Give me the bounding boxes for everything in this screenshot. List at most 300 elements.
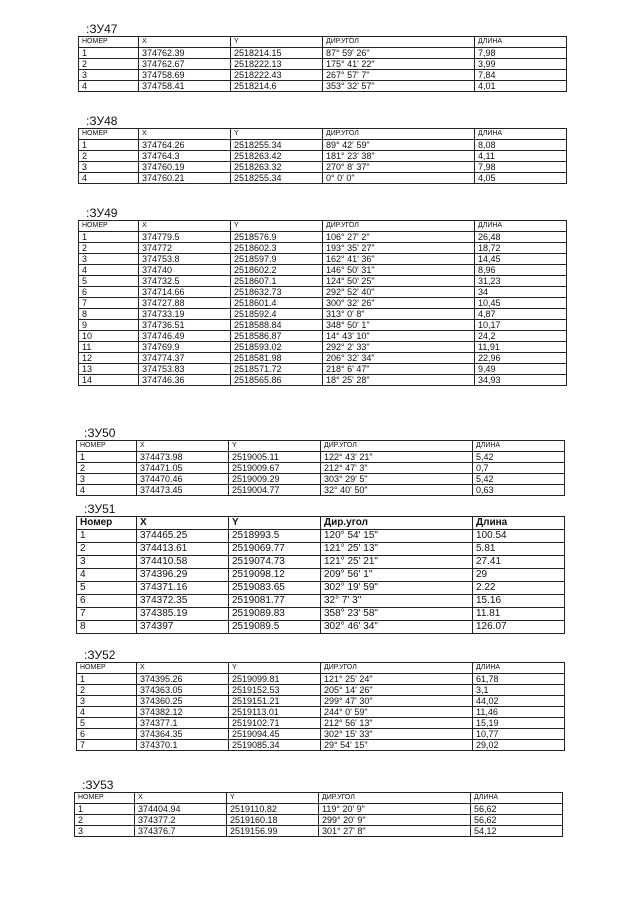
column-header: ДИР.УГОЛ (323, 129, 475, 140)
table-cell: 2518222.13 (231, 59, 323, 70)
table-cell: 4,05 (475, 173, 567, 184)
table-row (79, 151, 567, 162)
table-cell: 6 (77, 595, 137, 608)
column-header: ДЛИНА (475, 37, 567, 48)
table-cell: 10 (79, 331, 139, 342)
table-header-row (75, 793, 563, 804)
table-row (77, 474, 565, 485)
table-row (79, 140, 567, 151)
column-header: ДИР.УГОЛ (323, 37, 475, 48)
table-row (77, 463, 565, 474)
table-cell: 2518565.86 (231, 375, 323, 386)
table-cell: 2518592.4 (231, 309, 323, 320)
table-cell: 4 (77, 569, 137, 582)
table-cell: 8 (77, 621, 137, 634)
table-cell: 2519009.67 (229, 463, 321, 474)
table-cell: 193° 35' 27" (323, 243, 475, 254)
table-cell: 2518263.42 (231, 151, 323, 162)
table-row (77, 556, 565, 569)
table-cell: 100.54 (473, 530, 565, 543)
table-cell: 212° 56' 13" (321, 718, 473, 729)
table-cell: 7,98 (475, 48, 567, 59)
table-cell: 2518255.34 (231, 173, 323, 184)
table-cell: 2518602.3 (231, 243, 323, 254)
table-row (79, 298, 567, 309)
table-cell: 2519089.5 (229, 621, 321, 634)
table-cell: 175° 41' 22" (323, 59, 475, 70)
table-row (79, 309, 567, 320)
coordinates-table (74, 792, 563, 837)
table-cell: 162° 41' 36" (323, 254, 475, 265)
table-row (79, 265, 567, 276)
table-cell: 2518263.32 (231, 162, 323, 173)
table-cell: 2518593.02 (231, 342, 323, 353)
table-cell: 3 (79, 70, 139, 81)
table-cell: 8,08 (475, 140, 567, 151)
table-cell: 267° 57' 7" (323, 70, 475, 81)
table-row (79, 243, 567, 254)
table-cell: 374774.37 (139, 353, 231, 364)
table-cell: 0° 0' 0" (323, 173, 475, 184)
table-cell: 374762.67 (139, 59, 231, 70)
table-cell: 0,7 (473, 463, 565, 474)
table-cell: 374371.16 (137, 582, 229, 595)
table-cell: 7 (77, 740, 137, 751)
table-cell: 374377.2 (135, 815, 227, 826)
column-header: НОМЕР (77, 663, 137, 674)
table-cell: 2518607.1 (231, 276, 323, 287)
table-row (77, 452, 565, 463)
table-cell: 44,02 (473, 696, 565, 707)
table-row (77, 582, 565, 595)
table-cell: 2519083.65 (229, 582, 321, 595)
table-row (77, 674, 565, 685)
table-cell: 2519089.83 (229, 608, 321, 621)
table-cell: 4 (77, 485, 137, 496)
table-cell: 9,49 (475, 364, 567, 375)
table-cell: 2519085.34 (229, 740, 321, 751)
table-cell: 2518214.15 (231, 48, 323, 59)
table-cell: 5.81 (473, 543, 565, 556)
table-cell: 3 (79, 254, 139, 265)
table-cell: 374758.41 (139, 81, 231, 92)
table-cell: 34,93 (475, 375, 567, 386)
section-title: :ЗУ50 (84, 426, 116, 440)
table-cell: 1 (77, 674, 137, 685)
section-zu53 (74, 778, 563, 837)
table-cell: 374376.7 (135, 826, 227, 837)
table-cell: 374753.8 (139, 254, 231, 265)
column-header: ДЛИНА (475, 221, 567, 232)
table-cell: 10,17 (475, 320, 567, 331)
table-cell: 374470.46 (137, 474, 229, 485)
table-cell: 374764.26 (139, 140, 231, 151)
table-cell: 29 (473, 569, 565, 582)
table-row (75, 815, 563, 826)
column-header: Длина (473, 517, 565, 530)
table-cell: 3 (79, 162, 139, 173)
coordinates-table (78, 128, 567, 184)
column-header: НОМЕР (79, 129, 139, 140)
table-cell: 209° 56' 1" (321, 569, 473, 582)
table-cell: 1 (77, 452, 137, 463)
table-cell: 4 (79, 265, 139, 276)
column-header: Y (231, 221, 323, 232)
table-cell: 374764.3 (139, 151, 231, 162)
column-header: Y (229, 517, 321, 530)
table-row (77, 485, 565, 496)
table-cell: 2519102.71 (229, 718, 321, 729)
table-header-row (79, 129, 567, 140)
table-cell: 374736.51 (139, 320, 231, 331)
column-header: X (135, 793, 227, 804)
table-cell: 3,99 (475, 59, 567, 70)
section-zu52 (76, 648, 565, 751)
table-cell: 124° 50' 25" (323, 276, 475, 287)
table-cell: 374410.58 (137, 556, 229, 569)
column-header: ДИР.УГОЛ (321, 663, 473, 674)
table-cell: 2519069.77 (229, 543, 321, 556)
table-row (77, 729, 565, 740)
table-cell: 3 (77, 474, 137, 485)
table-cell: 270° 8' 37" (323, 162, 475, 173)
table-cell: 8,96 (475, 265, 567, 276)
table-cell: 34 (475, 287, 567, 298)
table-cell: 106° 27' 2" (323, 232, 475, 243)
table-cell: 374382.12 (137, 707, 229, 718)
coordinates-table (76, 516, 565, 634)
table-cell: 2 (75, 815, 135, 826)
table-row (79, 232, 567, 243)
table-row (79, 353, 567, 364)
table-row (79, 320, 567, 331)
table-cell: 374396.29 (137, 569, 229, 582)
table-cell: 348° 50' 1" (323, 320, 475, 331)
table-cell: 2519094.45 (229, 729, 321, 740)
table-cell: 121° 25' 24" (321, 674, 473, 685)
table-cell: 120° 54' 15" (321, 530, 473, 543)
column-header: X (139, 221, 231, 232)
table-cell: 11,46 (473, 707, 565, 718)
table-cell: 2 (79, 151, 139, 162)
table-row (79, 173, 567, 184)
section-title: :ЗУ51 (84, 502, 116, 516)
table-cell: 2518576.9 (231, 232, 323, 243)
table-cell: 146° 50' 31" (323, 265, 475, 276)
table-header-row (79, 221, 567, 232)
table-cell: 303° 29' 5" (321, 474, 473, 485)
column-header: X (139, 37, 231, 48)
coordinates-table (78, 36, 567, 92)
table-cell: 11,91 (475, 342, 567, 353)
table-cell: 2519004.77 (229, 485, 321, 496)
table-cell: 374762.39 (139, 48, 231, 59)
coordinates-table (76, 440, 565, 496)
table-cell: 353° 32' 57" (323, 81, 475, 92)
table-row (77, 621, 565, 634)
column-header: Дир.угол (321, 517, 473, 530)
table-row (79, 162, 567, 173)
table-cell: 300° 32' 26" (323, 298, 475, 309)
table-cell: 302° 46' 34" (321, 621, 473, 634)
table-cell: 89° 42' 59" (323, 140, 475, 151)
table-cell: 11.81 (473, 608, 565, 621)
table-row (77, 608, 565, 621)
table-cell: 7,84 (475, 70, 567, 81)
table-cell: 10,45 (475, 298, 567, 309)
table-cell: 6 (77, 729, 137, 740)
table-row (77, 740, 565, 751)
table-cell: 374364.35 (137, 729, 229, 740)
table-row (77, 530, 565, 543)
table-cell: 29,02 (473, 740, 565, 751)
table-row (79, 70, 567, 81)
table-cell: 374760.21 (139, 173, 231, 184)
table-cell: 121° 25' 13" (321, 543, 473, 556)
table-cell: 374760.19 (139, 162, 231, 173)
table-cell: 2519098.12 (229, 569, 321, 582)
table-cell: 374753.83 (139, 364, 231, 375)
table-cell: 8 (79, 309, 139, 320)
table-header-row (77, 517, 565, 530)
table-cell: 14° 43' 10" (323, 331, 475, 342)
table-cell: 11 (79, 342, 139, 353)
table-cell: 1 (79, 48, 139, 59)
table-cell: 1 (79, 232, 139, 243)
table-cell: 56,62 (471, 815, 563, 826)
table-cell: 2518632.73 (231, 287, 323, 298)
table-cell: 374758.69 (139, 70, 231, 81)
table-cell: 56,62 (471, 804, 563, 815)
table-cell: 7 (79, 298, 139, 309)
table-cell: 2518993.5 (229, 530, 321, 543)
section-zu49 (78, 206, 567, 386)
coordinates-table (76, 662, 565, 751)
table-row (75, 804, 563, 815)
table-cell: 1 (77, 530, 137, 543)
coordinates-table (78, 220, 567, 386)
table-row (79, 375, 567, 386)
table-row (77, 569, 565, 582)
column-header: X (137, 663, 229, 674)
section-title: :ЗУ52 (84, 648, 116, 662)
table-cell: 374733.19 (139, 309, 231, 320)
table-cell: 15,19 (473, 718, 565, 729)
table-cell: 374413.61 (137, 543, 229, 556)
table-cell: 3 (75, 826, 135, 837)
column-header: Y (229, 663, 321, 674)
table-cell: 374714.66 (139, 287, 231, 298)
table-cell: 301° 27' 8" (319, 826, 471, 837)
table-cell: 5,42 (473, 452, 565, 463)
table-cell: 2519099.81 (229, 674, 321, 685)
table-cell: 302° 15' 33" (321, 729, 473, 740)
column-header: ДЛИНА (473, 663, 565, 674)
column-header: Y (231, 37, 323, 48)
table-row (77, 685, 565, 696)
section-zu51 (76, 502, 565, 634)
table-cell: 2519074.73 (229, 556, 321, 569)
column-header: НОМЕР (79, 221, 139, 232)
table-cell: 9 (79, 320, 139, 331)
table-cell: 374732.5 (139, 276, 231, 287)
table-cell: 2518571.72 (231, 364, 323, 375)
table-cell: 374370.1 (137, 740, 229, 751)
table-cell: 7 (77, 608, 137, 621)
table-cell: 22,96 (475, 353, 567, 364)
table-cell: 1 (75, 804, 135, 815)
table-cell: 2518586.87 (231, 331, 323, 342)
table-cell: 374727.88 (139, 298, 231, 309)
table-cell: 374404.94 (135, 804, 227, 815)
table-cell: 181° 23' 38" (323, 151, 475, 162)
table-cell: 2519081.77 (229, 595, 321, 608)
table-row (77, 707, 565, 718)
table-cell: 374372.35 (137, 595, 229, 608)
table-cell: 2518588.84 (231, 320, 323, 331)
table-cell: 3 (77, 696, 137, 707)
table-cell: 32° 7' 3" (321, 595, 473, 608)
table-cell: 292° 2' 33" (323, 342, 475, 353)
table-header-row (77, 441, 565, 452)
table-cell: 18,72 (475, 243, 567, 254)
table-cell: 218° 6' 47" (323, 364, 475, 375)
table-cell: 374471.05 (137, 463, 229, 474)
table-row (79, 59, 567, 70)
column-header: X (139, 129, 231, 140)
table-cell: 374473.45 (137, 485, 229, 496)
table-row (79, 254, 567, 265)
section-title: :ЗУ47 (86, 22, 118, 36)
table-cell: 2 (77, 543, 137, 556)
column-header: ДИР.УГОЛ (321, 441, 473, 452)
table-cell: 4 (79, 81, 139, 92)
table-cell: 121° 25' 21" (321, 556, 473, 569)
table-cell: 14,45 (475, 254, 567, 265)
table-cell: 374746.36 (139, 375, 231, 386)
table-cell: 2 (79, 243, 139, 254)
column-header: НОМЕР (79, 37, 139, 48)
table-cell: 292° 52' 40" (323, 287, 475, 298)
table-cell: 2518222.43 (231, 70, 323, 81)
table-cell: 302° 19' 59" (321, 582, 473, 595)
column-header: ДИР.УГОЛ (323, 221, 475, 232)
table-cell: 27.41 (473, 556, 565, 569)
table-cell: 299° 20' 9" (319, 815, 471, 826)
table-cell: 12 (79, 353, 139, 364)
table-cell: 374377.1 (137, 718, 229, 729)
table-cell: 313° 0' 8" (323, 309, 475, 320)
table-row (75, 826, 563, 837)
table-cell: 358° 23' 58" (321, 608, 473, 621)
table-cell: 29° 54' 15" (321, 740, 473, 751)
table-cell: 24,2 (475, 331, 567, 342)
table-cell: 5 (77, 718, 137, 729)
table-cell: 122° 43' 21" (321, 452, 473, 463)
column-header: Номер (77, 517, 137, 530)
column-header: ДЛИНА (471, 793, 563, 804)
table-cell: 374395.26 (137, 674, 229, 685)
table-cell: 4 (79, 173, 139, 184)
table-row (79, 364, 567, 375)
table-cell: 2519160.18 (227, 815, 319, 826)
table-cell: 5 (77, 582, 137, 595)
table-cell: 26,48 (475, 232, 567, 243)
table-header-row (77, 663, 565, 674)
table-cell: 0,63 (473, 485, 565, 496)
table-cell: 2519152.53 (229, 685, 321, 696)
table-cell: 126.07 (473, 621, 565, 634)
table-cell: 2518581.98 (231, 353, 323, 364)
table-row (77, 718, 565, 729)
table-cell: 3,1 (473, 685, 565, 696)
table-cell: 5,42 (473, 474, 565, 485)
table-cell: 2.22 (473, 582, 565, 595)
column-header: X (137, 441, 229, 452)
table-cell: 374360.25 (137, 696, 229, 707)
table-row (77, 543, 565, 556)
section-zu50 (76, 426, 565, 496)
table-cell: 212° 47' 3" (321, 463, 473, 474)
table-cell: 6 (79, 287, 139, 298)
table-header-row (79, 37, 567, 48)
table-cell: 2518255.34 (231, 140, 323, 151)
table-cell: 374746.49 (139, 331, 231, 342)
table-cell: 2519110.82 (227, 804, 319, 815)
column-header: НОМЕР (77, 441, 137, 452)
table-cell: 2519005.11 (229, 452, 321, 463)
table-cell: 31,23 (475, 276, 567, 287)
table-cell: 3 (77, 556, 137, 569)
table-cell: 2519151.21 (229, 696, 321, 707)
column-header: ДЛИНА (473, 441, 565, 452)
table-cell: 15.16 (473, 595, 565, 608)
table-row (79, 287, 567, 298)
section-title: :ЗУ48 (86, 114, 118, 128)
table-cell: 374363.05 (137, 685, 229, 696)
table-row (79, 342, 567, 353)
table-cell: 2518597.9 (231, 254, 323, 265)
table-cell: 87° 59' 26" (323, 48, 475, 59)
table-cell: 119° 20' 9" (319, 804, 471, 815)
table-cell: 54,12 (471, 826, 563, 837)
table-cell: 374769.9 (139, 342, 231, 353)
table-cell: 13 (79, 364, 139, 375)
column-header: Y (231, 129, 323, 140)
table-cell: 2518601.4 (231, 298, 323, 309)
table-row (79, 48, 567, 59)
table-cell: 32° 40' 50" (321, 485, 473, 496)
table-cell: 374473.98 (137, 452, 229, 463)
table-cell: 374465.25 (137, 530, 229, 543)
column-header: Y (227, 793, 319, 804)
table-cell: 18° 25' 28" (323, 375, 475, 386)
table-cell: 299° 47' 30" (321, 696, 473, 707)
table-cell: 5 (79, 276, 139, 287)
column-header: ДИР.УГОЛ (319, 793, 471, 804)
table-cell: 2 (77, 685, 137, 696)
column-header: X (137, 517, 229, 530)
table-cell: 206° 32' 34" (323, 353, 475, 364)
table-cell: 1 (79, 140, 139, 151)
column-header: ДЛИНА (475, 129, 567, 140)
column-header: Y (229, 441, 321, 452)
table-cell: 244° 0' 59" (321, 707, 473, 718)
table-cell: 2519009.29 (229, 474, 321, 485)
table-cell: 4,01 (475, 81, 567, 92)
section-zu47 (78, 22, 567, 92)
table-row (79, 331, 567, 342)
